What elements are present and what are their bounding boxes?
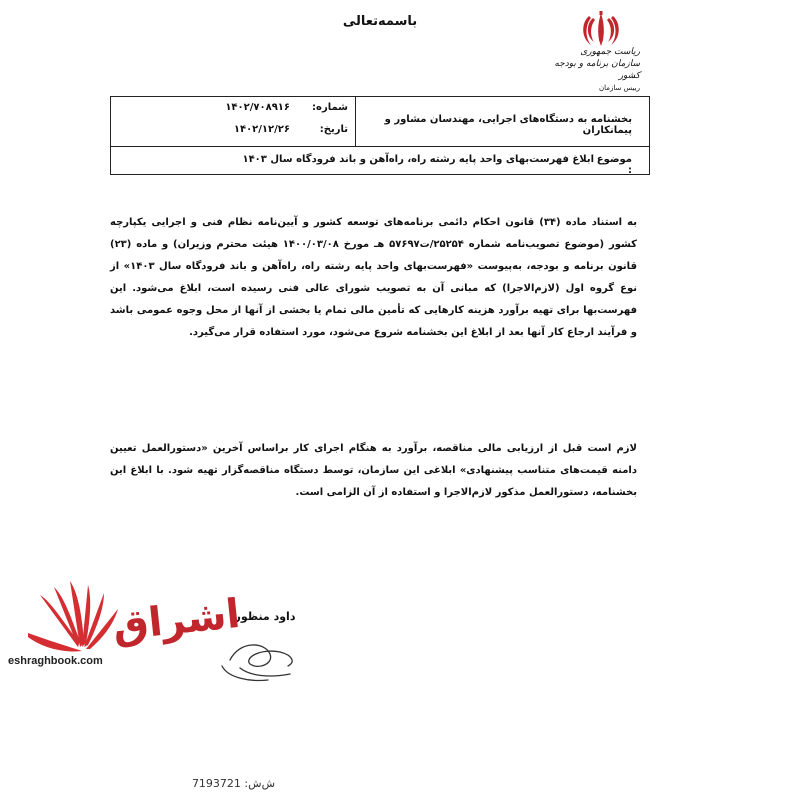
frame-bottom-line: [110, 174, 650, 175]
paragraph-2: لازم است قبل از ارزیابی مالی مناقصه، برآورد به هنگام اجرای کار براساس آخرین «دستورالعمل تعیین دامنه قیمت‌های متناسب پیشنهادی» ابلاغی این سازمان، توسط دستگاه مناقصه‌گزار تهیه شود. با ابلاغ این بخشنامه، دستورالعمل مذکور لازم‌الاجرا و استفاده از آن الزامی است.: [110, 443, 637, 498]
watermark-brand: اشراق: [110, 590, 243, 650]
letter-date: ۱۴۰۲/۱۲/۲۶: [233, 124, 290, 135]
salutation: باسمه‌تعالی: [342, 14, 418, 29]
subject: ابلاغ فهرست‌بهای واحد پایه رشته راه، راه‌آهن و باند فرودگاه سال ۱۴۰۳: [242, 154, 594, 165]
watermark-url: eshraghbook.com: [8, 655, 103, 667]
signer-name: داود منظور: [234, 610, 296, 623]
org-line-2: سازمان برنامه و بودجه کشور: [554, 59, 640, 81]
recipients: بخشنامه به دستگاه‌های اجرایی، مهندسان مشاور و پیمانکاران: [384, 114, 632, 136]
frame-middle-line: [355, 96, 356, 146]
emblem-icon: [578, 10, 624, 50]
frame-right-line: [649, 96, 650, 174]
number-label: شماره:: [312, 102, 348, 113]
organization-name: [540, 46, 640, 82]
subject-label: موضوع :: [596, 154, 632, 176]
frame-top-line: [110, 96, 650, 97]
letter-number: ۱۴۰۲/۷۰۸۹۱۶: [225, 102, 290, 113]
org-line-1: ریاست جمهوری: [580, 47, 640, 57]
frame-left-line: [110, 96, 111, 174]
frame-middle-hline: [110, 146, 650, 147]
date-label: تاریخ:: [319, 124, 348, 135]
serial-number: ش‌ش: 7193721: [191, 777, 275, 790]
org-head-title: رییس سازمان: [599, 84, 640, 92]
paragraph-1: به استناد ماده (۳۴) قانون احکام دائمی برنامه‌های توسعه کشور و آیین‌نامه نظام فنی و اجرایی یکپارچه کشور (موضوع تصویب‌نامه شماره ۲۵۲۵۴/ت۵۷۶۹۷ هـ مورخ ۱۴۰۰/۰۳/۰۸ هیئت محترم وزیران) و ماده (۲۳) قانون برنامه و بودجه، به‌پیوست «فهرست‌بهای واحد پایه رشته راه، راه‌آهن و باند فرودگاه سال ۱۴۰۳» از نوع گروه اول (لازم‌الاجرا) که مبانی آن به تصویب شورای عالی فنی رسیده است، ابلاغ می‌شود. این فهرست‌بها برای تهیه برآورد هزینه کارهایی که تأمین مالی تمام یا بخشی از آنها از محل وجوه عمومی باشد و فرآیند ارجاع کار آنها بعد از ابلاغ این بخشنامه شروع می‌شود، مورد استفاده قرار می‌گیرد.: [110, 217, 637, 338]
